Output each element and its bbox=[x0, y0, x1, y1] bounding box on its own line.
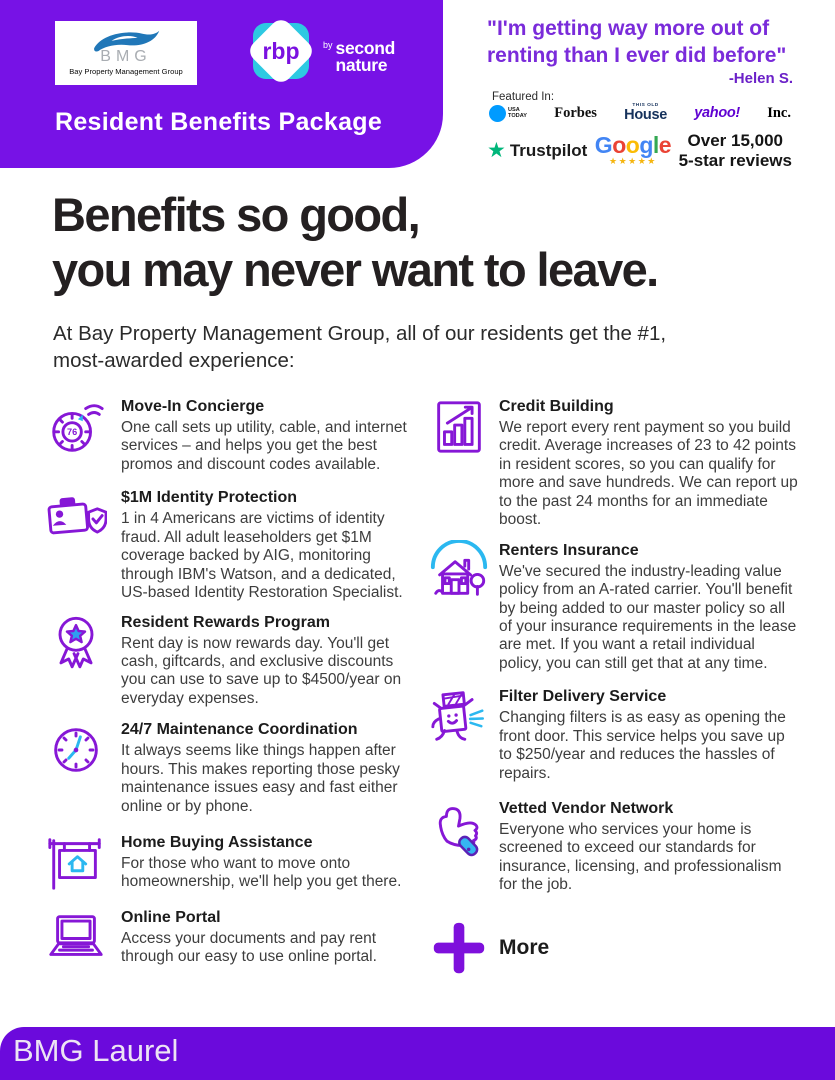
bmg-logo bbox=[55, 21, 197, 85]
headline: Benefits so good, you may never want to leave. bbox=[52, 188, 658, 296]
intro-text: At Bay Property Management Group, all of our residents get the #1, most-awarded experience: bbox=[53, 322, 667, 373]
bmg-acronym: BMG bbox=[100, 48, 152, 65]
laptop-icon bbox=[45, 907, 107, 969]
benefit-title: Home Buying Assistance bbox=[121, 834, 313, 851]
rewards-medal-icon bbox=[45, 612, 107, 674]
identity-protection-icon bbox=[45, 487, 107, 549]
benefit-home-buying bbox=[45, 832, 420, 894]
review-count: Over 15,000 5-star reviews bbox=[678, 131, 792, 170]
benefit-title: $1M Identity Protection bbox=[121, 489, 298, 507]
benefit-title: Renters Insurance bbox=[499, 541, 639, 559]
usa-today-circle-icon bbox=[489, 105, 506, 122]
benefit-description: For those who want to move onto homeownership, we'll help you get there. bbox=[121, 855, 402, 891]
plus-icon bbox=[428, 917, 490, 979]
benefit-description: It always seems like things happen after hours. This makes reporting those pesky maintenance issues easy and fast either online or by phone. bbox=[121, 742, 400, 815]
credit-chart-icon bbox=[428, 396, 490, 458]
bmg-tagline: Bay Property Management Group bbox=[69, 67, 183, 76]
benefit-vetted-vendors bbox=[428, 798, 800, 895]
benefit-renters-insurance bbox=[428, 540, 800, 674]
header-block bbox=[0, 0, 443, 168]
footer-location: BMG Laurel bbox=[13, 1033, 179, 1068]
reviews-row bbox=[487, 131, 792, 170]
second-nature-line2: nature bbox=[335, 54, 388, 75]
benefit-title: 24/7 Maintenance Coordination bbox=[121, 721, 358, 739]
this-old-house-logo: THIS OLD House bbox=[624, 103, 667, 123]
benefit-resident-rewards bbox=[45, 612, 420, 709]
second-nature-line1: second bbox=[335, 38, 395, 58]
second-nature-logo bbox=[323, 40, 395, 73]
benefit-description: 1 in 4 Americans are victims of identity fraud. All adult leaseholders get $1M coverage backed by AIG, monitoring through IBM's Watson, and a dedicated, US-based Identity Restoration Specialist. bbox=[121, 510, 403, 602]
benefit-online-portal bbox=[45, 907, 420, 969]
yahoo-logo: yahoo! bbox=[694, 105, 740, 122]
rbp-logo bbox=[246, 16, 316, 86]
benefit-more bbox=[428, 917, 800, 979]
benefit-identity-protection bbox=[45, 487, 420, 602]
svg-text:76: 76 bbox=[67, 427, 78, 438]
more-label: More bbox=[499, 935, 550, 959]
testimonial-attribution: -Helen S. bbox=[728, 70, 793, 87]
rbp-badge-text: rbp bbox=[262, 37, 300, 64]
benefits-right-column bbox=[428, 396, 800, 979]
benefit-credit-building bbox=[428, 396, 800, 530]
benefit-title: Resident Rewards Program bbox=[121, 613, 330, 631]
benefit-description: Rent day is now rewards day. You'll get cash, giftcards, and exclusive discounts you can use to save up to $4500/year on everyday expenses. bbox=[121, 634, 402, 707]
filter-box-icon bbox=[428, 686, 490, 748]
benefit-filter-delivery bbox=[428, 686, 800, 783]
footer-bar bbox=[0, 1027, 835, 1080]
benefit-description: We report every rent payment so you build credit. Average increases of 23 to 42 points in resident scores, so you can qualify for more and save hundreds. We can report up to the past 24 months for an immediate boost. bbox=[499, 419, 798, 529]
benefit-description: Access your documents and pay rent through our easy to use online portal. bbox=[121, 930, 377, 966]
google-logo: Google ★★★★★ bbox=[594, 132, 672, 168]
five-star-rating: ★★★★★ bbox=[609, 157, 657, 168]
insured-house-icon bbox=[428, 540, 490, 602]
clock-icon bbox=[45, 719, 107, 781]
benefit-title: Vetted Vendor Network bbox=[499, 800, 674, 817]
featured-logos-row bbox=[489, 104, 791, 122]
benefit-title: Filter Delivery Service bbox=[499, 688, 667, 706]
benefit-description: Changing filters is as easy as opening the front door. This service helps you save up to $250/year and reduces the hassles of repairs. bbox=[499, 709, 786, 782]
package-title: Resident Benefits Package bbox=[55, 108, 383, 136]
benefits-left-column bbox=[45, 396, 420, 969]
move-in-concierge-icon bbox=[45, 396, 107, 458]
inc-logo: Inc. bbox=[767, 104, 791, 121]
thumbs-up-icon bbox=[428, 798, 490, 860]
benefit-description: We've secured the industry-leading value policy from an A-rated carrier. You'll benefit by being added to our master policy so all of your insurance requirements in the lease are met. If you want a retail individual policy, you can still get that at any time. bbox=[499, 562, 797, 672]
benefit-move-in-concierge bbox=[45, 396, 420, 474]
trustpilot-logo: ★ Trustpilot bbox=[487, 138, 588, 163]
home-sign-icon bbox=[45, 832, 107, 894]
benefit-title: Move-In Concierge bbox=[121, 398, 265, 415]
trustpilot-star-icon: ★ bbox=[487, 138, 506, 163]
forbes-logo: Forbes bbox=[554, 104, 597, 121]
testimonial-quote: "I'm getting way more out of renting than I ever did before" bbox=[487, 17, 787, 68]
benefit-description: One call sets up utility, cable, and internet services – and helps you get the best promos and discount codes available. bbox=[121, 419, 407, 473]
usa-today-logo: USA TODAY bbox=[489, 105, 527, 122]
by-label: by bbox=[323, 40, 333, 50]
benefit-title: Credit Building bbox=[499, 398, 614, 415]
benefit-maintenance bbox=[45, 719, 420, 816]
benefit-description: Everyone who services your home is screened to exceed our standards for insurance, licensing, and professionalism for the job. bbox=[499, 821, 782, 894]
benefit-title: Online Portal bbox=[121, 909, 221, 926]
featured-in-label: Featured In: bbox=[492, 91, 555, 103]
